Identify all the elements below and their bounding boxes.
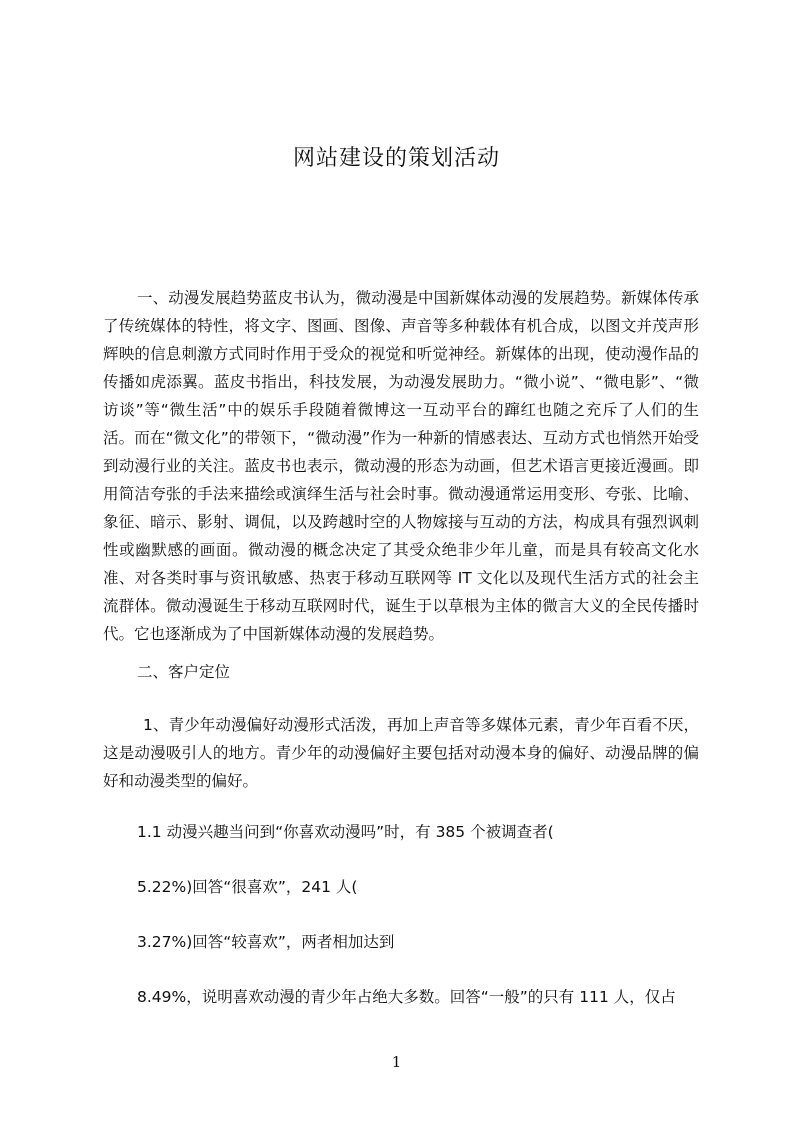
survey-line-2: 5.22%)回答“很喜欢”，241 人( xyxy=(137,878,358,896)
survey-line-3: 3.27%)回答“较喜欢”，两者相加达到 xyxy=(137,933,395,951)
page-number: 1 xyxy=(391,1053,402,1071)
document-title: 网站建设的策划活动 xyxy=(292,146,500,171)
survey-line-4: 8.49%，说明喜欢动漫的青少年占绝大多数。回答“一般”的只有 111 人，仅占 xyxy=(137,988,676,1006)
section2-heading: 二、客户定位 xyxy=(137,663,231,681)
section2-paragraph: 1、青少年动漫偏好动漫形式活泼，再加上声音等多媒体元素，青少年百看不厌，这是动漫吸引人的地方。青少年的动漫偏好主要包括对动漫本身的偏好、动漫品牌的偏好和动漫类型的偏好。 xyxy=(103,716,699,790)
section1-paragraph: 一、动漫发展趋势蓝皮书认为，微动漫是中国新媒体动漫的发展趋势。新媒体传承了传统媒体的特性，将文字、图画、图像、声音等多种载体有机合成，以图文并茂声形辉映的信息刺激方式同时作用于受众的视觉和听觉神经。新媒体的出现，使动漫作品的传播如虎添翼。蓝皮书指出，科技发展，为动漫发展助力。“微小说”、“微电影”、“微访谈”等“微生活”中的娱乐手段随着微博这一互动平台的蹿红也随之充斥了人们的生活。而在“微文化”的带领下，“微动漫”作为一种新的情感表达、互动方式也悄然开始受到动漫行业的关注。蓝皮书也表示，微动漫的形态为动画，但艺术语言更接近漫画。即用简洁夸张的手法来描绘或演绎生活与社会时事。微动漫通常运用变形、夸张、比喻、象征、暗示、影射、调侃，以及跨越时空的人物嫁接与互动的方法，构成具有强烈讽刺性或幽默感的画面。微动漫的概念决定了其受众绝非少年儿童，而是具有较高文化水准、对各类时事与资讯敏感、热衷于移动互联网等 IT 文化以及现代生活方式的社会主流群体。微动漫诞生于移动互联网时代，诞生于以草根为主体的微言大义的全民传播时代。它也逐渐成为了中国新媒体动漫的发展趋势。 xyxy=(103,289,699,643)
survey-line-1: 1.1 动漫兴趣当问到“你喜欢动漫吗”时，有 385 个被调查者( xyxy=(137,823,554,841)
